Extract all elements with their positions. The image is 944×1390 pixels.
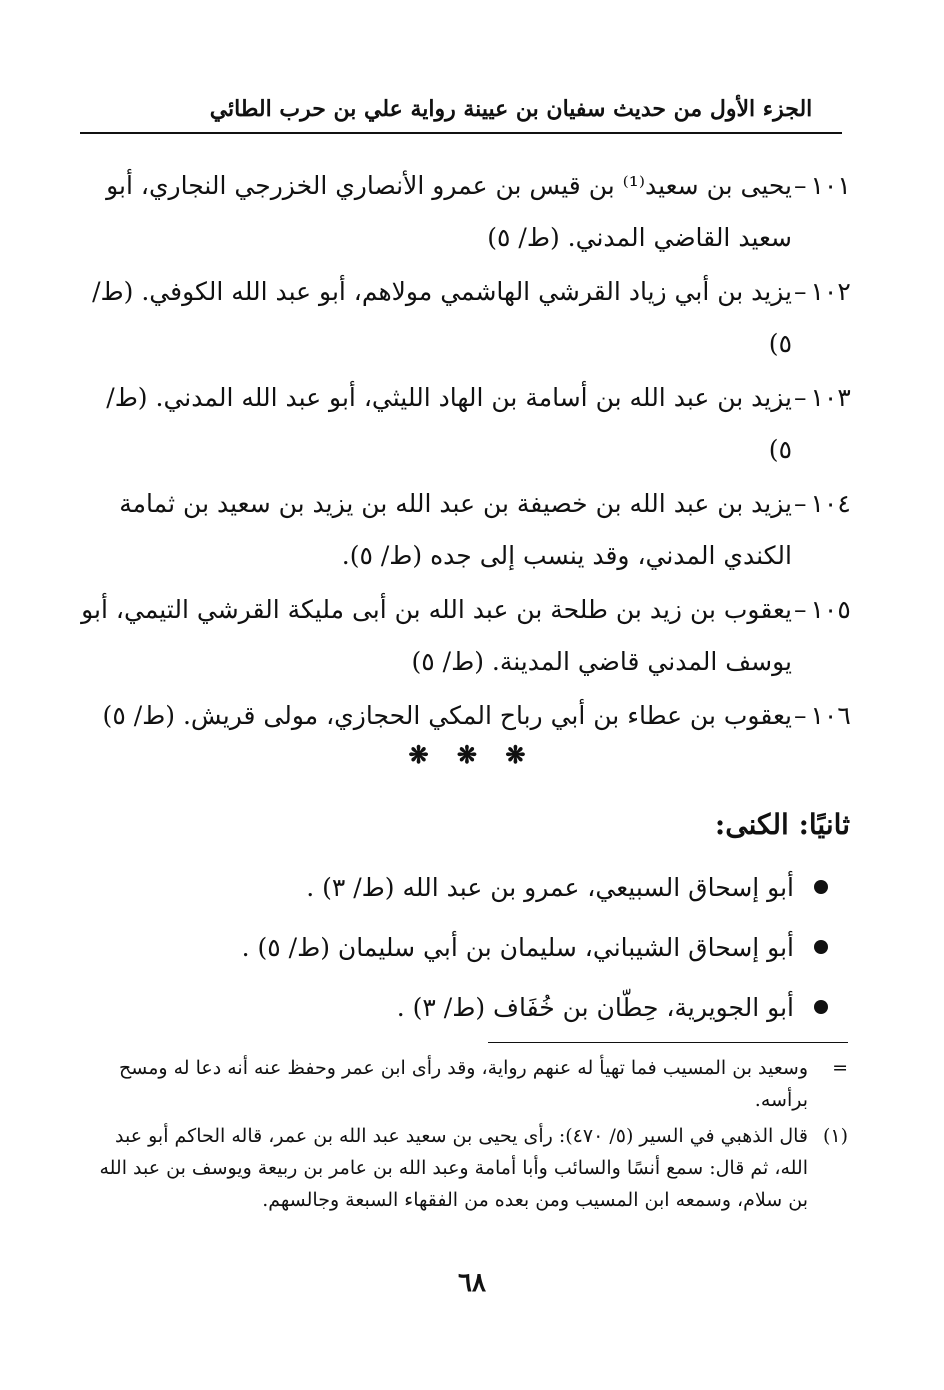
entry-text: يزيد بن أبي زياد القرشي الهاشمي مولاهم، أبو عبد الله الكوفي. (ط/ ٥) (92, 277, 792, 358)
kunya-list (194, 858, 794, 1038)
footnote (96, 1120, 848, 1216)
footnote-mark: = (832, 1057, 848, 1079)
footnote-text: قال الذهبي في السير (٥/ ٤٧٠): رأى يحيى بن سعيد عبد الله بن عمر، قاله الحاكم أبو عبد الله، ثم قال: سمع أنسًا والسائب وأبا أمامة وعبد الله بن عامر بن ربيعة ويوسف بن عبد الله بن سلام، وسمعه ابن المسيب ومن بعده من الفقهاء السبعة وجالسهم. (99, 1125, 808, 1211)
entry-text: يزيد بن عبد الله بن أسامة بن الهاد الليثي، أبو عبد الله المدني. (ط/ ٥) (106, 383, 792, 464)
narrator-entry (80, 584, 851, 688)
entry-text: يحيى بن سعيد⁽¹⁾ بن قيس بن عمرو الأنصاري الخزرجي النجاري، أبو سعيد القاضي المدني. (ط/ ٥) (106, 171, 792, 252)
section-separator: ❋ ❋ ❋ (408, 740, 536, 769)
narrator-entries (80, 160, 851, 744)
footnote-text: وسعيد بن المسيب فما تهيأ له عنهم رواية، وقد رأى ابن عمر وحفظ عنه أنه دعا له ومسح برأسه. (119, 1057, 808, 1111)
narrator-entry (80, 266, 851, 370)
footnote (96, 1052, 848, 1116)
kunya-item (194, 918, 794, 978)
footnote-rule (488, 1042, 848, 1043)
entry-text: يعقوب بن عطاء بن أبي رباح المكي الحجازي، مولى قريش. (ط/ ٥) (102, 701, 792, 730)
kunya-item (194, 978, 794, 1038)
entry-text: يزيد بن عبد الله بن خصيفة بن عبد الله بن يزيد بن سعيد بن ثمامة الكندي المدني، وقد ينسب إلى جده (ط/ ٥). (119, 489, 792, 570)
header-rule (80, 132, 842, 134)
narrator-entry (80, 478, 851, 582)
bullet-icon (814, 940, 828, 954)
section-heading: ثانيًا: الكنى: (714, 808, 850, 841)
entry-number: ١٠٥ – (794, 584, 854, 636)
kunya-text: أبو إسحاق السبيعي، عمرو بن عبد الله (ط/ ٣) . (306, 873, 794, 902)
narrator-entry (80, 160, 851, 264)
page-number: ٦٨ (458, 1268, 486, 1298)
footnote-mark: (١) (822, 1125, 848, 1147)
entry-number: ١٠٦ – (794, 690, 854, 742)
entry-text: يعقوب بن زيد بن طلحة بن عبد الله بن أبى مليكة القرشي التيمي، أبو يوسف المدني قاضي المدينة. (ط/ ٥) (81, 595, 792, 676)
entry-number: ١٠٢ – (794, 266, 854, 318)
entry-number: ١٠٤ – (794, 478, 854, 530)
entry-number: ١٠١ – (794, 160, 854, 212)
bullet-icon (814, 1000, 828, 1014)
kunya-text: أبو الجويرية، حِطّان بن خُفَاف (ط/ ٣) . (396, 993, 794, 1022)
running-header: الجزء الأول من حديث سفيان بن عيينة رواية علي بن حرب الطائي (209, 96, 813, 122)
bullet-icon (814, 880, 828, 894)
narrator-entry (80, 372, 851, 476)
kunya-text: أبو إسحاق الشيباني، سليمان بن أبي سليمان (ط/ ٥) . (241, 933, 794, 962)
kunya-item (194, 858, 794, 918)
narrator-entry (80, 690, 851, 742)
footnotes (96, 1052, 848, 1220)
entry-number: ١٠٣ – (794, 372, 854, 424)
